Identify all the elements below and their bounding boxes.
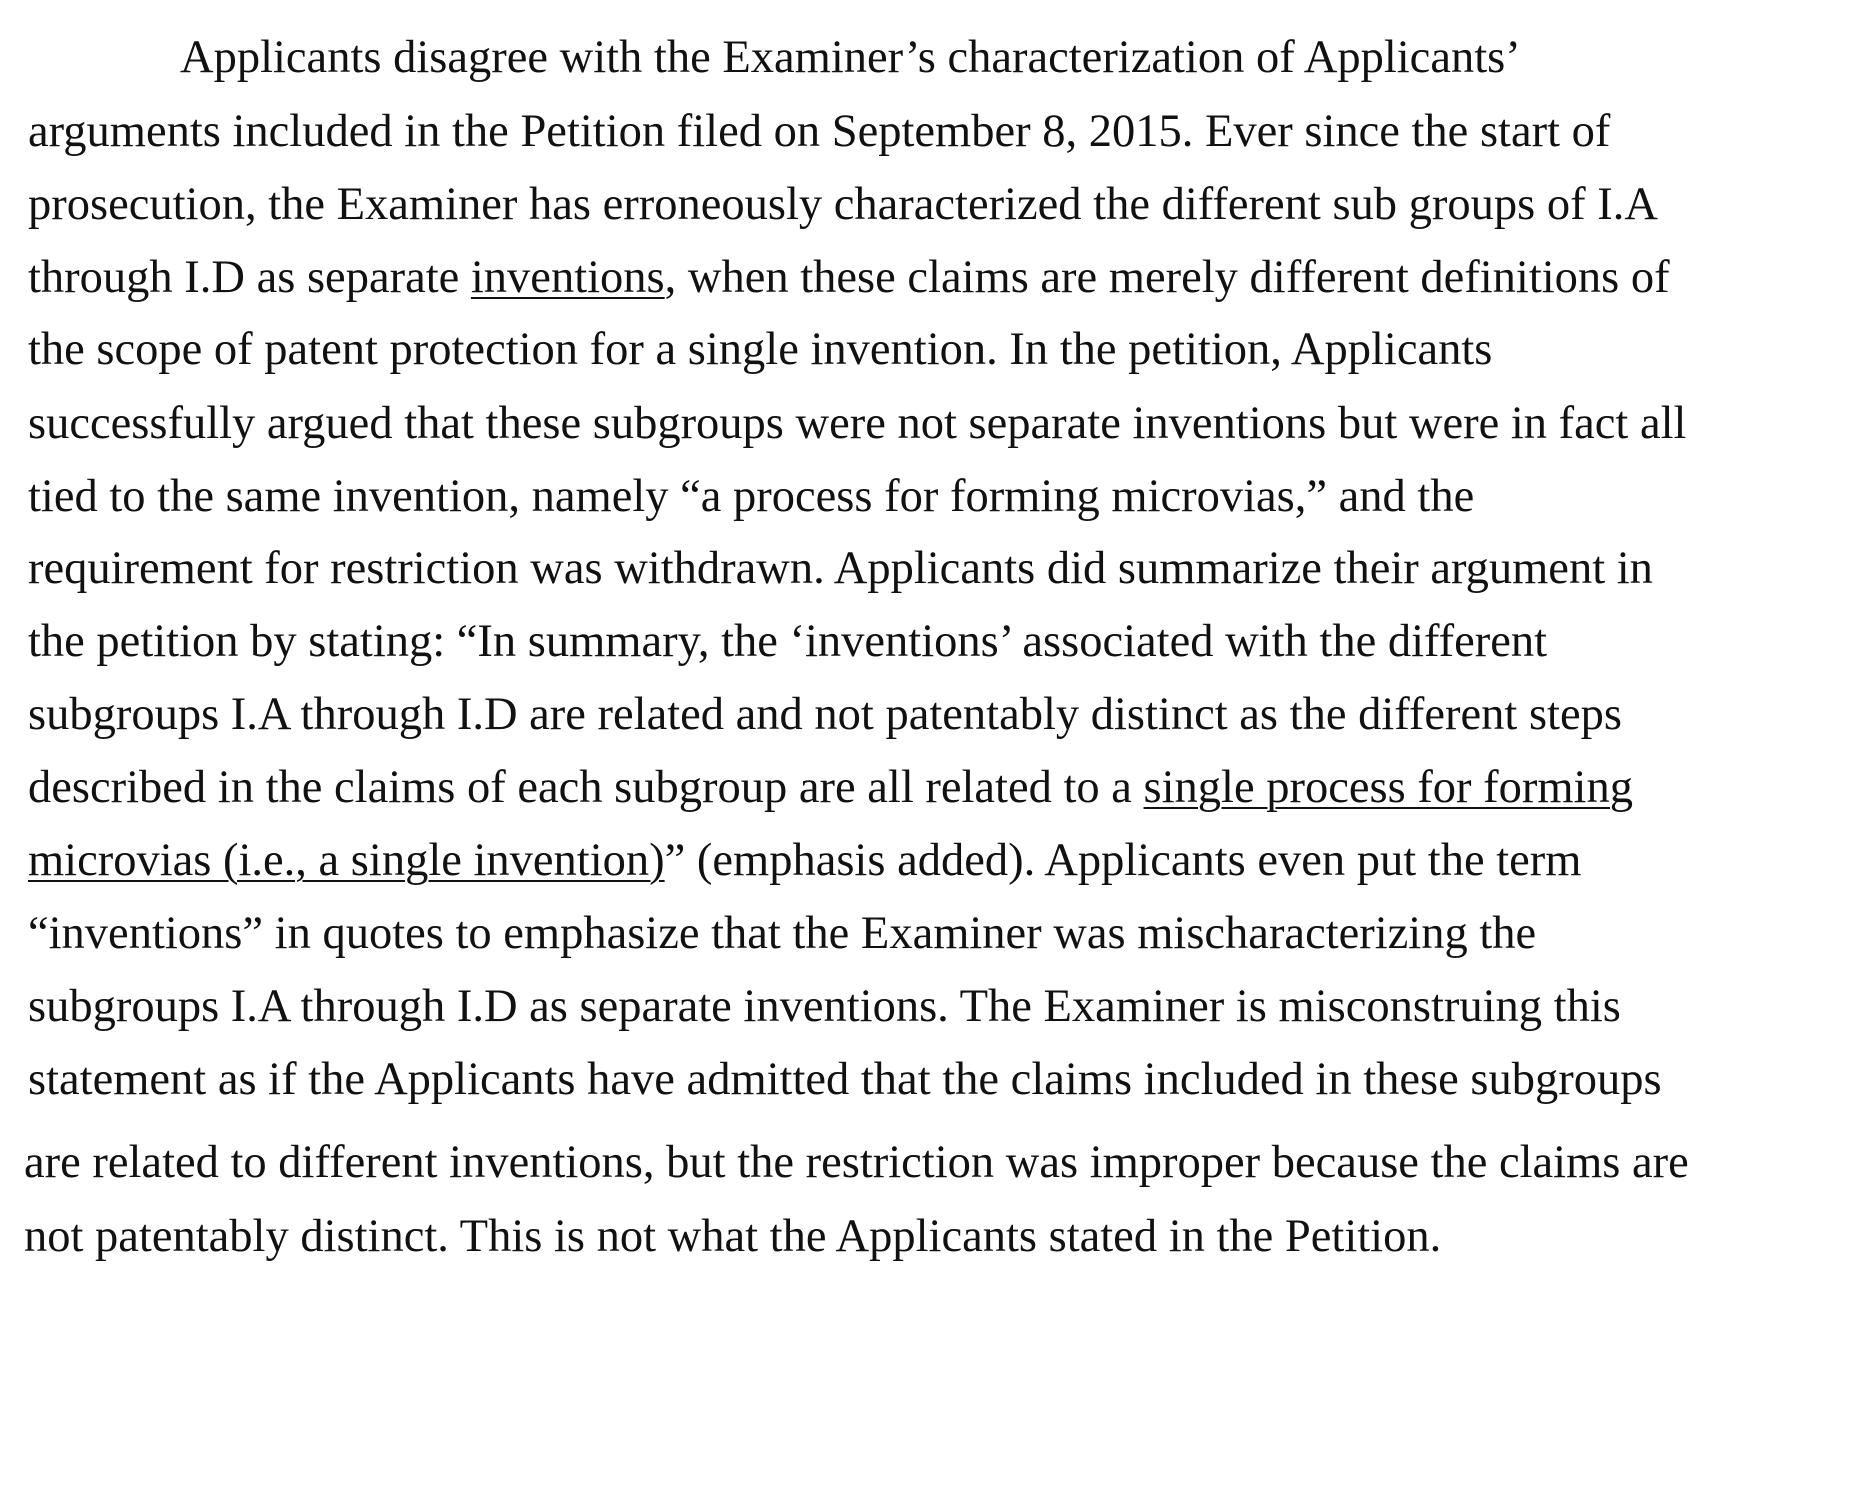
text-line-1: [180, 30, 1521, 86]
text-line-16: [24, 1135, 1689, 1191]
text-run: requirement for restriction was withdrawn. Applicants did summarize their argument in: [28, 543, 1653, 594]
text-run: statement as if the Applicants have admitted that the claims included in these subgroups: [28, 1054, 1662, 1105]
text-line-5: [28, 322, 1492, 378]
text-run: “inventions” in quotes to emphasize that the Examiner was mischaracterizing the: [28, 908, 1537, 959]
text-line-10: [28, 687, 1622, 743]
text-line-3: [28, 177, 1658, 233]
text-line-17: [24, 1209, 1441, 1265]
text-run: ” (emphasis added). Applicants even put the term: [664, 835, 1582, 886]
text-run: the scope of patent protection for a single invention. In the petition, Applicants: [28, 324, 1493, 375]
text-run: Applicants disagree with the Examiner’s characterization of Applicants’: [180, 32, 1521, 83]
text-line-7: [28, 469, 1474, 525]
text-line-13: [28, 906, 1536, 962]
text-line-9: [28, 614, 1547, 670]
text-run: are related to different inventions, but the restriction was improper because the claims are: [24, 1137, 1689, 1188]
text-run: prosecution, the Examiner has erroneously characterized the different sub groups of I.A: [28, 179, 1658, 230]
text-line-12: [28, 833, 1581, 889]
text-run: through I.D as separate: [28, 252, 471, 303]
text-line-4: [28, 250, 1670, 306]
text-line-6: [28, 396, 1686, 452]
text-run: the petition by stating: “In summary, the ‘inventions’ associated with the different: [28, 616, 1548, 667]
text-line-15: [28, 1052, 1662, 1108]
underlined-text: single process for forming: [1143, 762, 1633, 813]
text-run: successfully argued that these subgroups were not separate inventions but were in fact all: [28, 398, 1687, 449]
text-run: described in the claims of each subgroup are all related to a: [28, 762, 1144, 813]
text-line-14: [28, 979, 1621, 1035]
text-line-11: [28, 760, 1633, 816]
text-run: arguments included in the Petition filed on September 8, 2015. Ever since the start of: [28, 106, 1611, 157]
underlined-text: microvias (i.e., a single invention): [28, 835, 665, 886]
text-run: subgroups I.A through I.D as separate inventions. The Examiner is misconstruing this: [28, 981, 1621, 1032]
text-line-2: [28, 104, 1610, 160]
text-run: subgroups I.A through I.D are related and not patentably distinct as the different steps: [28, 689, 1622, 740]
text-line-8: [28, 541, 1653, 597]
text-run: not patentably distinct. This is not what the Applicants stated in the Petition.: [24, 1211, 1442, 1262]
text-run: , when these claims are merely different definitions of: [664, 252, 1670, 303]
text-run: tied to the same invention, namely “a process for forming microvias,” and the: [28, 471, 1475, 522]
underlined-text: inventions: [470, 252, 665, 303]
